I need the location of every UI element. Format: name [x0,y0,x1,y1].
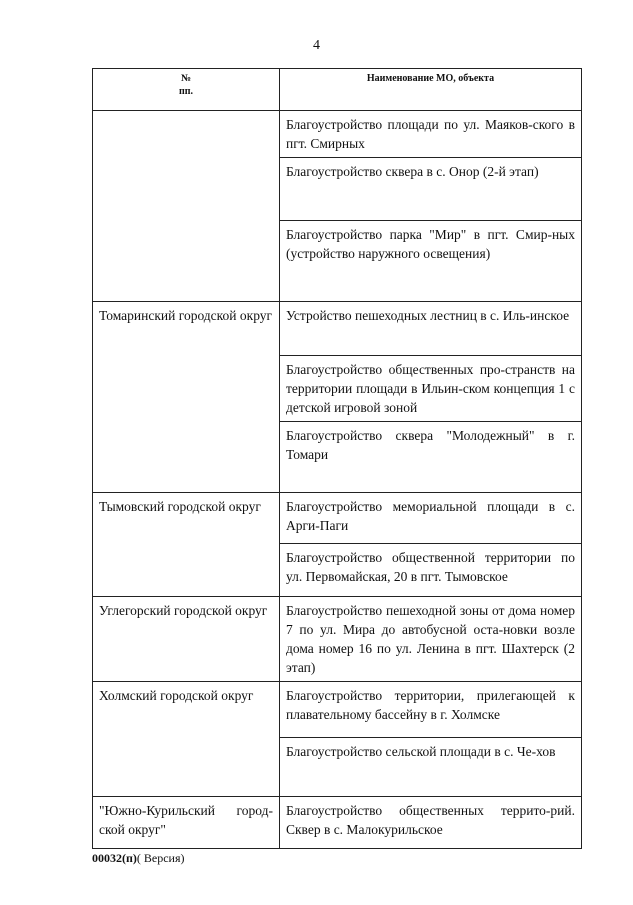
object-cell: Благоустройство сельской площади в с. Че-хов [279,738,581,797]
municipality-cell: Томаринский городской округ [93,302,280,493]
object-cell: Благоустройство общественной территории по ул. Первомайская, 20 в пгт. Тымовское [279,544,581,597]
table-row [93,597,582,682]
document-code: 00032(п) [92,851,137,865]
object-cell: Благоустройство парка "Мир" в пгт. Смир-ных (устройство наружного освещения) [279,221,581,302]
page-number: 4 [313,38,320,53]
table-row [93,682,582,738]
document-footer [92,851,185,866]
table-row [93,302,582,356]
object-cell: Благоустройство сквера в с. Онор (2-й этап) [279,158,581,221]
projects-table [92,68,582,849]
table-header-row [93,69,582,111]
municipality-cell: Углегорский городской округ [93,597,280,682]
table-row [93,493,582,544]
municipality-cell: Тымовский городской округ [93,493,280,597]
document-version: ( Версия) [136,851,185,865]
object-cell: Благоустройство пешеходной зоны от дома номер 7 по ул. Мира до автобусной оста-новки возле дома номер 16 по ул. Ленина в пгт. Шахтерск (2 этап) [279,597,581,682]
table-row [93,797,582,849]
object-cell: Благоустройство площади по ул. Маяков-ского в пгт. Смирных [279,111,581,158]
object-cell: Благоустройство территории, прилегающей к плавательному бассейну в г. Холмске [279,682,581,738]
header-name: Наименование МО, объекта [279,69,581,111]
municipality-cell: "Южно-Курильский город-ской округ" [93,797,280,849]
header-num: № пп. [93,69,280,111]
table-row [93,111,582,158]
municipality-cell [93,111,280,302]
object-cell: Благоустройство сквера "Молодежный" в г. Томари [279,422,581,493]
object-cell: Благоустройство общественных про-странств на территории площади в Ильин-ском концепция 1 с детской игровой зоной [279,356,581,422]
object-cell: Устройство пешеходных лестниц в с. Иль-инское [279,302,581,356]
object-cell: Благоустройство мемориальной площади в с. Арги-Паги [279,493,581,544]
object-cell: Благоустройство общественных террито-рий. Сквер в с. Малокурильское [279,797,581,849]
municipality-cell: Холмский городской округ [93,682,280,797]
